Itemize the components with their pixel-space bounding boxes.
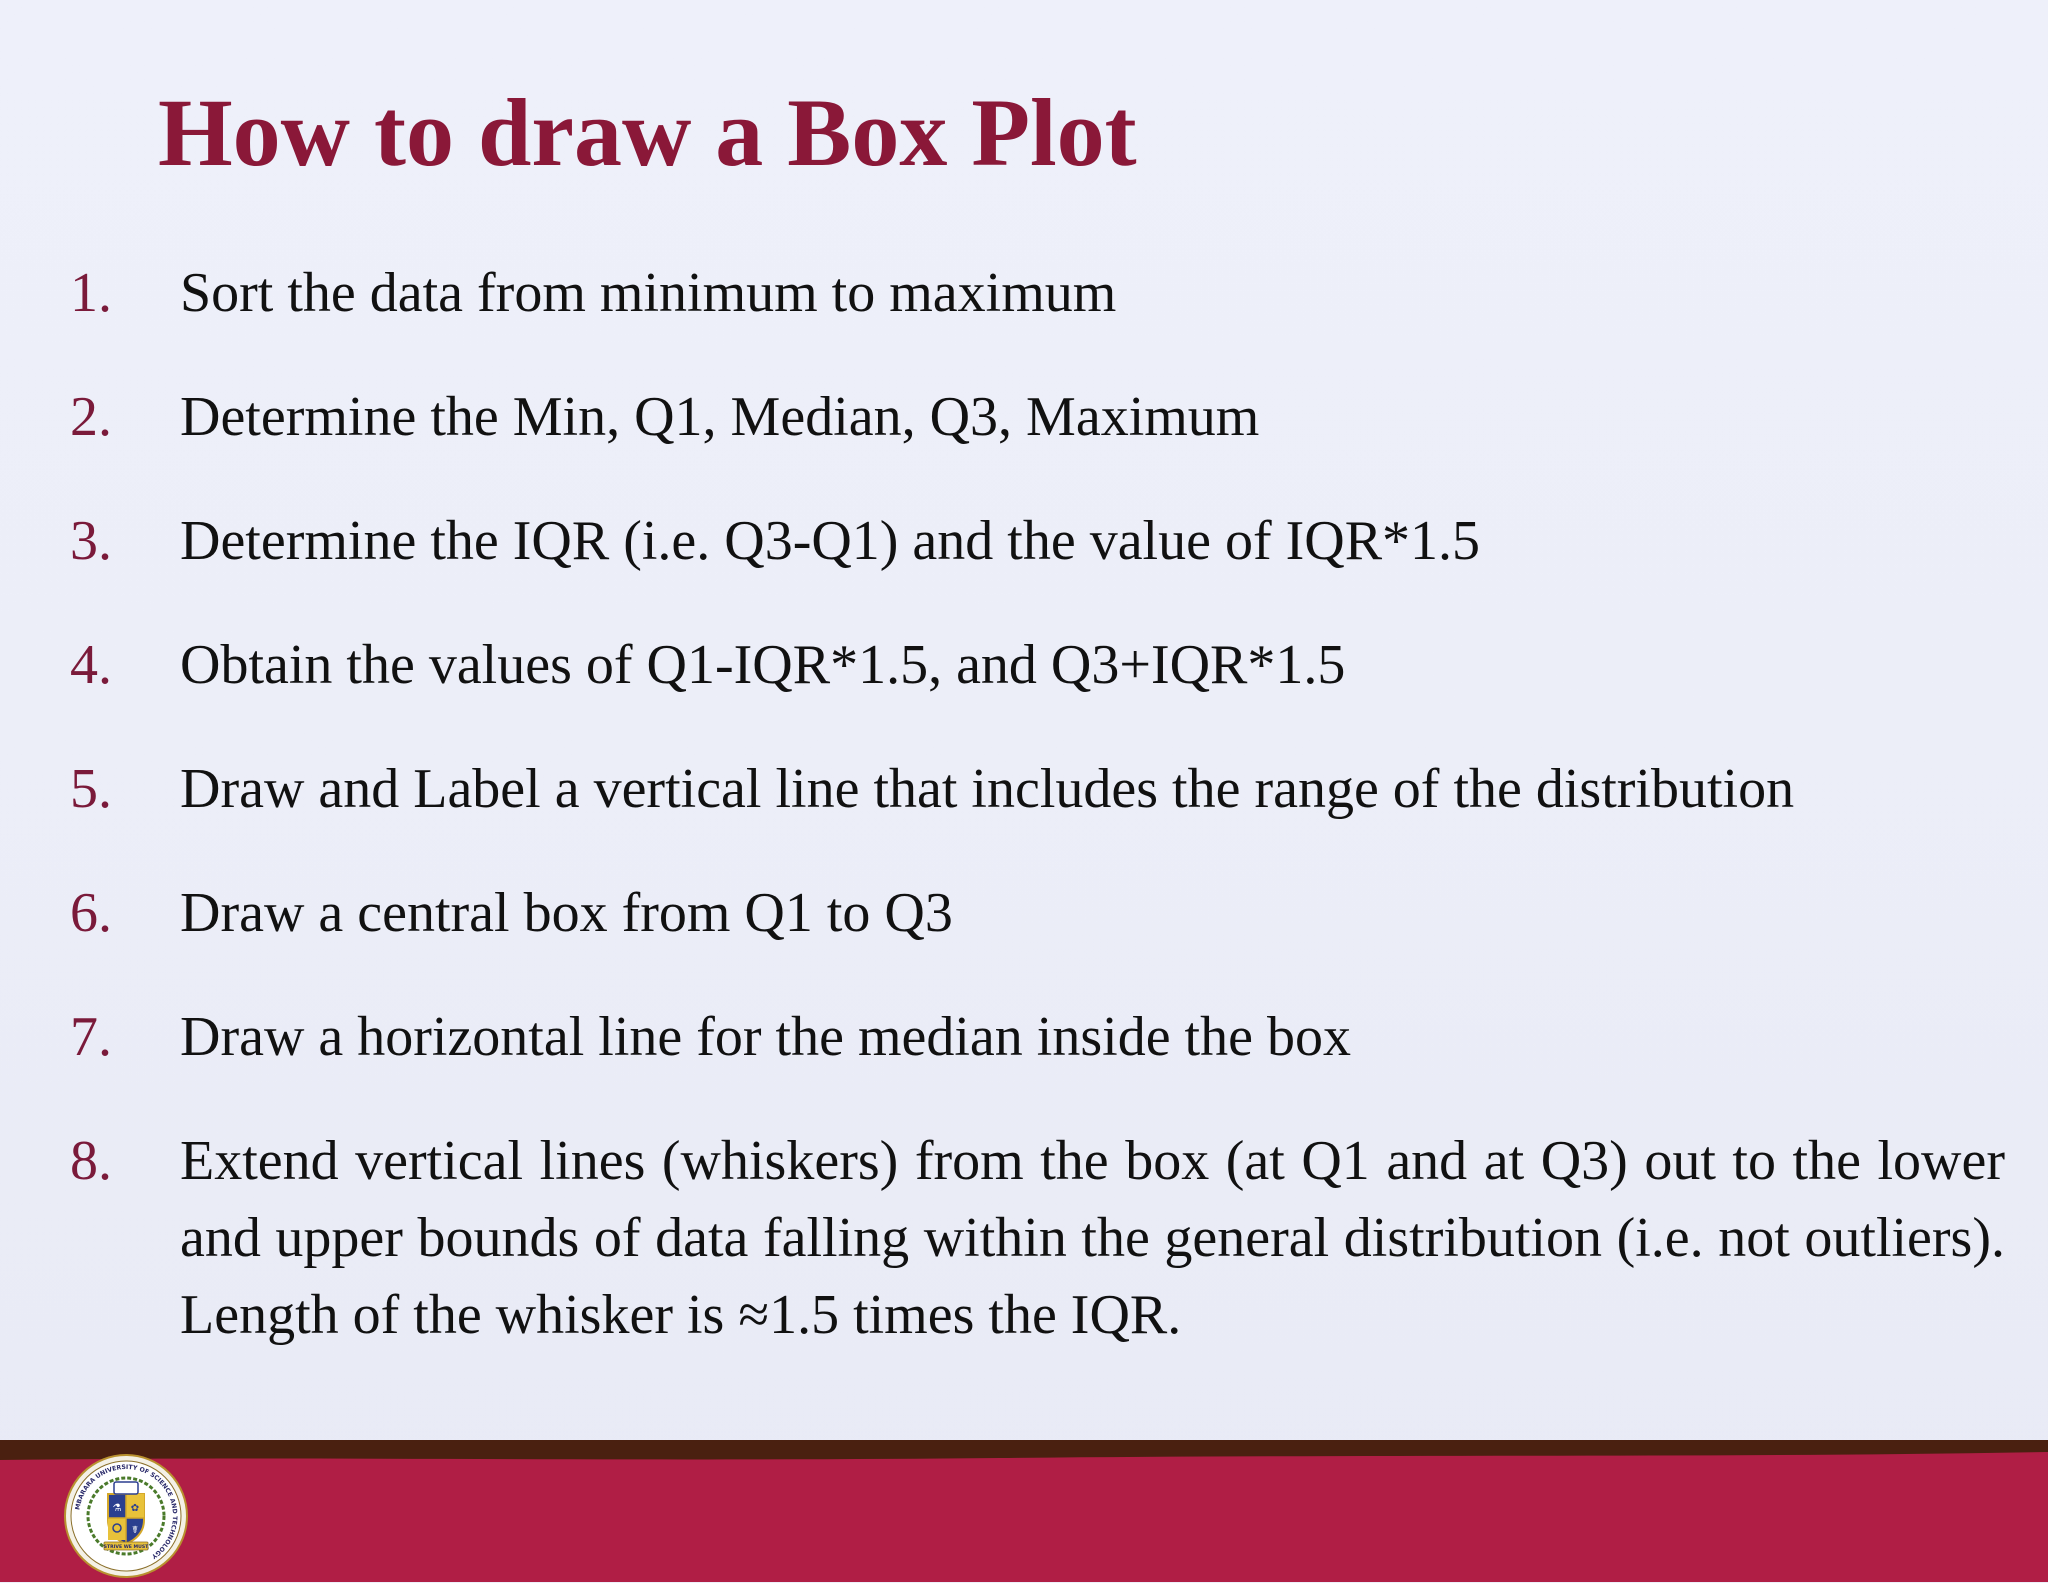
step-number: 7. — [70, 1006, 112, 1068]
step-number: 5. — [70, 758, 112, 820]
step-text: Sort the data from minimum to maximum — [180, 262, 1117, 324]
university-seal — [64, 1454, 188, 1578]
steps-list — [70, 255, 2005, 1354]
step-7 — [70, 999, 2005, 1123]
step-text: Draw and Label a vertical line that includes the range of the distribution — [180, 758, 1795, 820]
step-5 — [70, 751, 2005, 875]
step-text: Obtain the values of Q1-IQR*1.5, and Q3+IQR*1.5 — [180, 634, 1346, 696]
svg-text:⚗: ⚗ — [112, 1503, 122, 1514]
step-number: 8. — [70, 1130, 112, 1192]
step-number: 4. — [70, 634, 112, 696]
step-text: Determine the Min, Q1, Median, Q3, Maximum — [180, 386, 1260, 448]
svg-text:✿: ✿ — [130, 1503, 140, 1514]
step-text: Draw a horizontal line for the median inside the box — [180, 1006, 1351, 1068]
step-2 — [70, 379, 2005, 503]
step-4 — [70, 627, 2005, 751]
step-text: Determine the IQR (i.e. Q3-Q1) and the value of IQR*1.5 — [180, 510, 1481, 572]
svg-text:STRIVE WE MUST: STRIVE WE MUST — [103, 1545, 149, 1550]
step-3 — [70, 503, 2005, 627]
step-text: Draw a central box from Q1 to Q3 — [180, 882, 953, 944]
step-text: Extend vertical lines (whiskers) from the box (at Q1 and at Q3) out to the lower and upper bounds of data falling within the general distribution (i.e. not outliers). Length of the whisker is ≈1.5 times the IQR. — [180, 1130, 2005, 1346]
slide-title: How to draw a Box Plot — [158, 79, 1137, 186]
step-8 — [70, 1123, 2005, 1354]
step-number: 2. — [70, 386, 112, 448]
svg-text:MBARARA UNIVERSITY OF SCIENCE: MBARARA UNIVERSITY OF SCIENCE AND TECHNOLOGY — [74, 1463, 179, 1560]
step-number: 1. — [70, 262, 112, 324]
step-number: 6. — [70, 882, 112, 944]
step-6 — [70, 875, 2005, 999]
step-number: 3. — [70, 510, 112, 572]
step-1 — [70, 255, 2005, 379]
footer-band — [0, 1440, 2048, 1582]
svg-text:☤: ☤ — [131, 1525, 139, 1536]
